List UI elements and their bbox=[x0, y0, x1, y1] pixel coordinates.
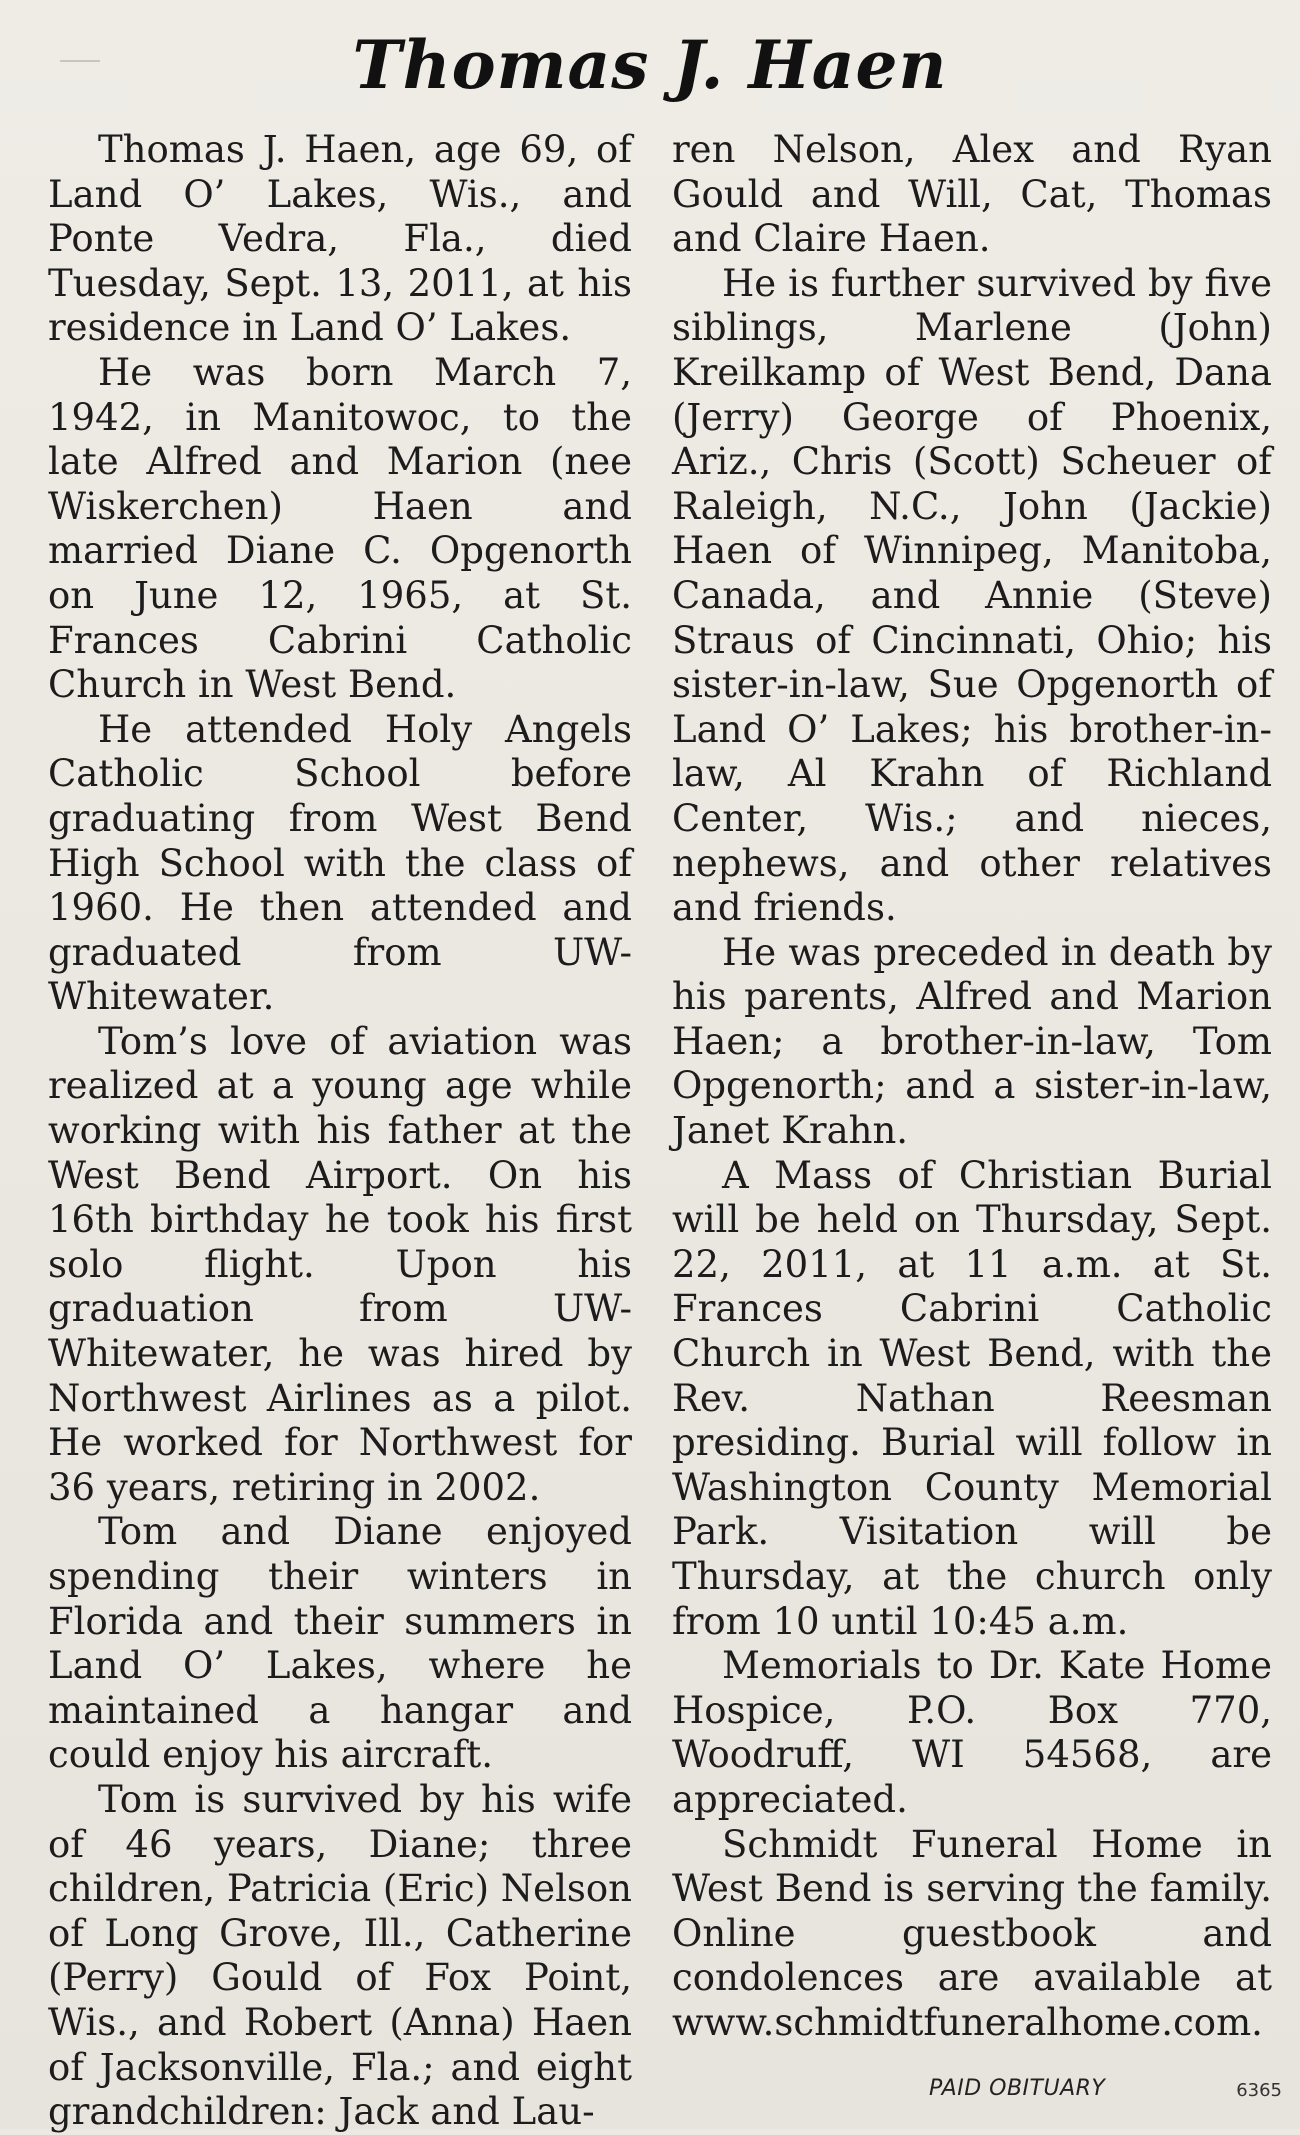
obituary-footer bbox=[672, 2070, 1290, 2106]
paragraph-leisure: Tom and Diane enjoyed spending their winters in Florida and their summers in Land O’ Lakes, where he maintained a hangar and could enjoy his aircraft. bbox=[48, 1510, 632, 1777]
obituary-title: Thomas J. Haen bbox=[352, 26, 948, 104]
paragraph-survivors: Tom is survived by his wife of 46 years, Diane; three children, Patricia (Eric) Nelson of Long Grove, Ill., Catherine (Perry) Gould of Fox Point, Wis., and Robert (Anna) Haen of Jacksonville, Fla.; and eight grandchildren: Jack and Lau- bbox=[48, 1777, 632, 2134]
paragraph-education: He attended Holy Angels Catholic School before graduating from West Bend High School with the class of 1960. He then attended and graduated from UW-Whitewater. bbox=[48, 707, 632, 1019]
paragraph-death-notice: Thomas J. Haen, age 69, of Land O’ Lakes, Wis., and Ponte Vedra, Fla., died Tuesday, Sept. 13, 2011, at his residence in Land O’ Lakes. bbox=[48, 128, 632, 350]
paragraph-birth-marriage: He was born March 7, 1942, in Manitowoc, to the late Alfred and Marion (nee Wiskerchen) Haen and married Diane C. Opgenorth on June 12, 1965, at St. Frances Cabrini Catholic Church in West Bend. bbox=[48, 350, 632, 707]
paid-obituary-label: PAID OBITUARY bbox=[929, 2076, 1106, 2101]
paragraph-mass-burial: A Mass of Christian Burial will be held on Thursday, Sept. 22, 2011, at 11 a.m. at St. Frances Cabrini Catholic Church in West Bend, with the Rev. Nathan Reesman presiding. Burial will follow in Washington County Memorial Park. Visitation will be Thursday, at the church only from 10 until 10:45 a.m. bbox=[672, 1153, 1272, 1643]
paragraph-survivors-continued: ren Nelson, Alex and Ryan Gould and Will, Cat, Thomas and Claire Haen. bbox=[672, 128, 1272, 261]
paragraph-memorials: Memorials to Dr. Kate Home Hospice, P.O. Box 770, Woodruff, WI 54568, are appreciated. bbox=[672, 1644, 1272, 1821]
paragraph-preceded-in-death: He was preceded in death by his parents, Alfred and Marion Haen; a brother-in-law, Tom Opgenorth; and a sister-in-law, Janet Krahn. bbox=[672, 930, 1272, 1153]
ad-code: 6365 bbox=[1236, 2080, 1282, 2101]
right-column bbox=[672, 128, 1272, 2046]
left-column bbox=[48, 128, 632, 2135]
paragraph-funeral-home: Schmidt Funeral Home in West Bend is serving the family. Online guestbook and condolences are available at www.schmidtfuneralhome.com. bbox=[672, 1822, 1272, 2044]
paragraph-siblings: He is further survived by five siblings, Marlene (John) Kreilkamp of West Bend, Dana (Jerry) George of Phoenix, Ariz., Chris (Scott) Scheuer of Raleigh, N.C., John (Jackie) Haen of Winnipeg, Manitoba, Canada, and Annie (Steve) Straus of Cincinnati, Ohio; his sister-in-law, Sue Opgenorth of Land O’ Lakes; his brother-in-law, Al Krahn of Richland Center, Wis.; and nieces, nephews, and other relatives and friends. bbox=[672, 261, 1272, 930]
paragraph-aviation-career: Tom’s love of aviation was realized at a young age while working with his father at the West Bend Airport. On his 16th birthday he took his first solo flight. Upon his graduation from UW-Whitewater, he was hired by Northwest Airlines as a pilot. He worked for Northwest for 36 years, retiring in 2002. bbox=[48, 1019, 632, 1509]
